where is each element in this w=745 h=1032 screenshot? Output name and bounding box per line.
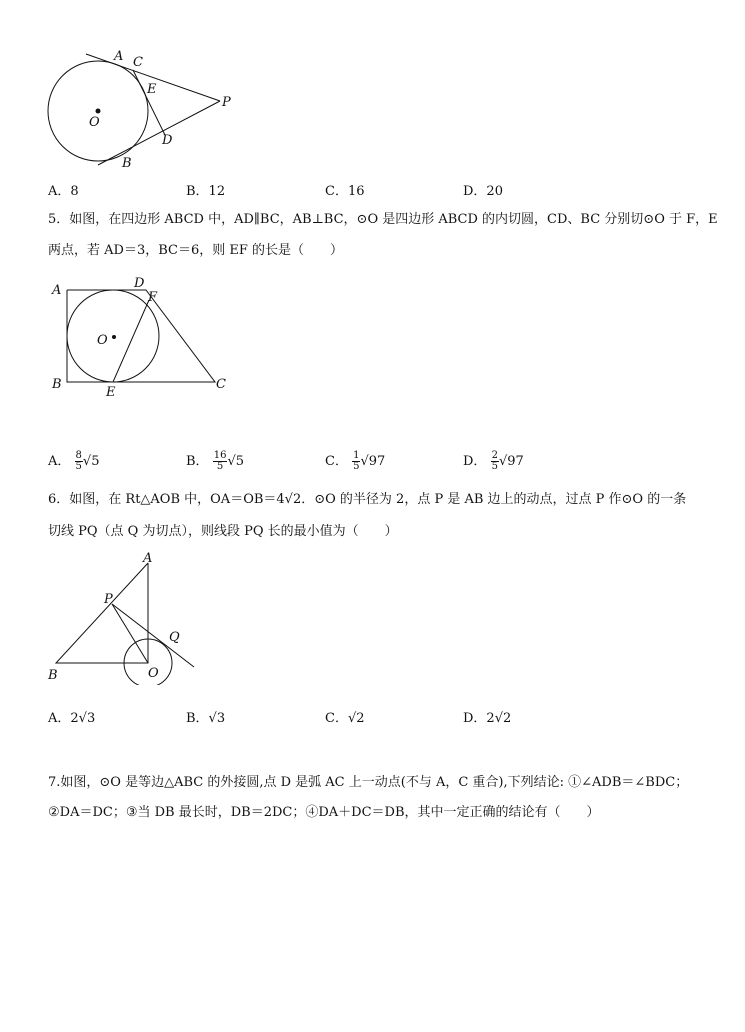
q5-option-d-prefix: D． [463,454,487,469]
q5-option-a-fraction [75,451,83,472]
q5-option-d-denominator: 5 [491,461,498,472]
q5-option-c [325,450,385,472]
q5-label-c: C [216,377,226,392]
q5-figure [45,272,235,402]
q5-option-a-numerator: 8 [75,450,82,461]
q4-option-c: C．16 [325,184,365,199]
q4-option-b: B．12 [186,184,226,199]
q7-question-line2: ②DA＝DC；③当 DB 最长时，DB＝2DC；④DA＋DC＝DB，其中一定正确的结论有（ ） [48,805,600,820]
q6-label-q: Q [169,630,180,645]
q5-question-line1: 5．如图，在四边形 ABCD 中，AD∥BC，AB⊥BC，⊙O 是四边形 ABCD 的内切圆，CD、BC 分别切⊙O 于 F，E [48,212,718,227]
q5-option-d [463,450,524,472]
q4-option-d: D．20 [463,184,503,199]
q4-label-d: D [162,133,173,148]
q4-option-a: A．8 [48,184,79,199]
q4-label-e: E [147,82,157,97]
q6-label-p: P [104,592,113,607]
q5-option-b-denominator: 5 [216,461,224,472]
q4-label-c: C [133,55,143,70]
q5-option-c-denominator: 5 [353,461,360,472]
q5-label-d: D [134,276,145,291]
q5-question-line2: 两点，若 AD＝3，BC＝6，则 EF 的长是（ ） [48,243,344,258]
q4-label-a: A [114,49,124,64]
q6-question-line1: 6．如图，在 Rt△AOB 中，OA＝OB＝4√2．⊙O 的半径为 2，点 P 是 AB 边上的动点，过点 P 作⊙O 的一条 [48,492,687,507]
q5-label-e: E [106,385,116,400]
q6-option-a: A．2√3 [48,711,96,726]
q6-triangle [56,563,148,663]
q5-option-d-numerator: 2 [491,450,498,461]
q5-option-b-prefix: B． [186,454,209,469]
q6-option-b: B．√3 [186,711,226,726]
q5-label-o: O [97,333,108,348]
q4-figure [40,45,240,175]
q5-option-b-fraction [213,451,228,472]
q5-option-a-prefix: A． [48,454,71,469]
q5-option-c-radical: √97 [360,454,386,469]
q6-label-o: O [148,666,159,681]
q5-option-a-denominator: 5 [75,461,82,472]
q5-option-c-prefix: C． [325,454,348,469]
q4-tangent-pb [98,101,220,165]
q5-option-d-fraction [491,451,499,472]
q5-center-dot [112,335,116,339]
q5-label-b: B [52,377,62,392]
q5-option-b-radical: √5 [227,454,244,469]
q5-option-b [186,450,244,472]
q6-figure [45,545,205,685]
q6-label-a: A [143,551,153,566]
q5-label-f: F [148,290,158,305]
q4-label-p: P [222,95,231,110]
q4-label-b: B [122,156,132,171]
q5-option-b-numerator: 16 [213,450,227,461]
q5-option-c-numerator: 1 [353,450,360,461]
q5-option-d-radical: √97 [498,454,524,469]
q6-label-b: B [48,668,58,683]
q5-option-a-radical: √5 [82,454,100,469]
q5-quadrilateral [67,290,215,382]
q6-option-c: C．√2 [325,711,365,726]
q6-option-d: D．2√2 [463,711,512,726]
q5-label-a: A [52,283,62,298]
q6-question-line2: 切线 PQ（点 Q 为切点），则线段 PQ 长的最小值为（ ） [48,524,398,539]
q6-segment-po [112,604,148,663]
q4-label-o: O [89,115,100,130]
q4-center-dot [96,109,101,114]
q7-question-line1: 7.如图，⊙O 是等边△ABC 的外接圆,点 D 是弧 AC 上一动点(不与 A，C 重合),下列结论: ①∠ADB＝∠BDC； [48,775,689,790]
q5-option-a [48,450,99,472]
